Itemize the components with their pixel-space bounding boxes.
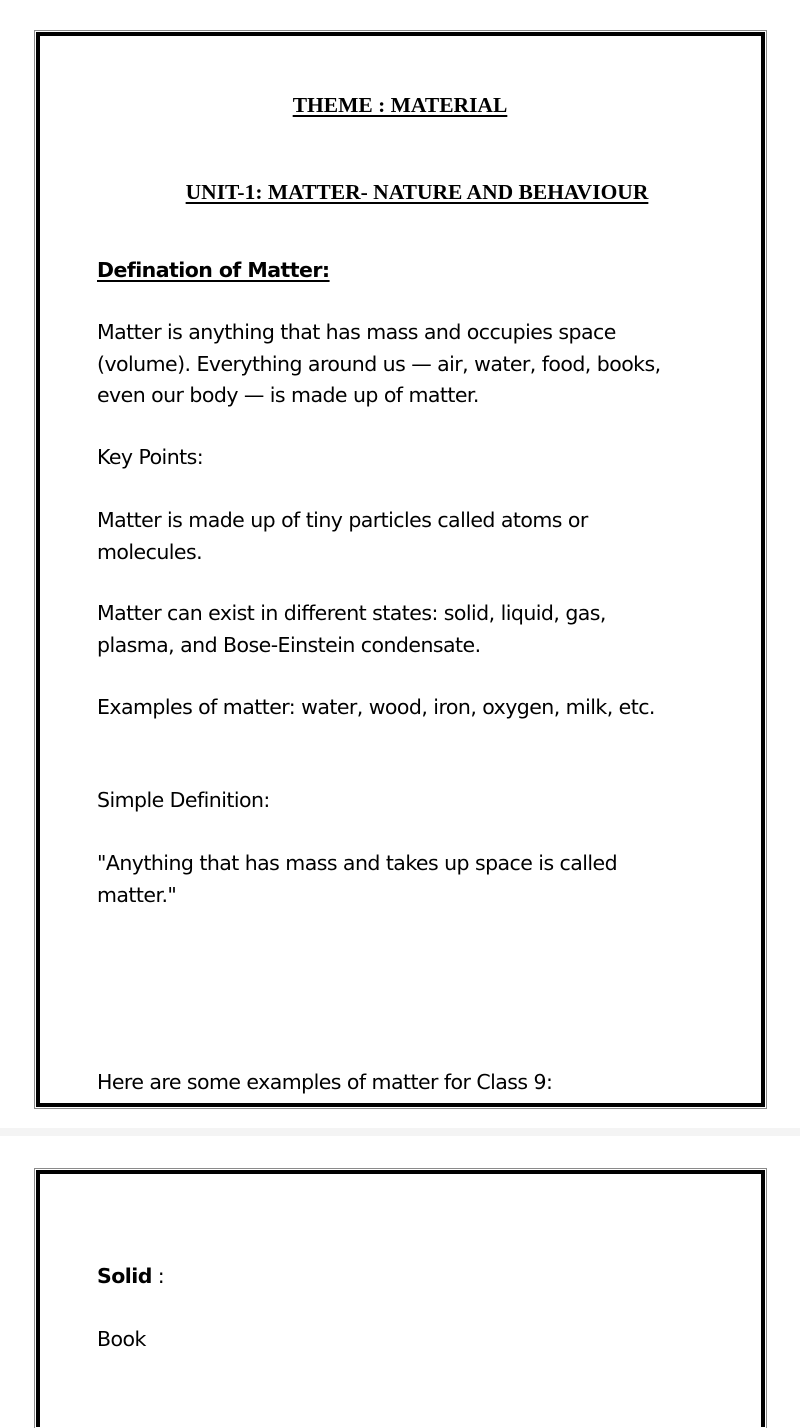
page-border-inner <box>36 1170 765 1427</box>
page-separator <box>0 1128 800 1136</box>
key-point-2 <box>97 598 717 661</box>
text-line: Matter can exist in different states: solid, liquid, gas, <box>97 601 606 625</box>
text-line: even our body — is made up of matter. <box>97 383 479 407</box>
definition-heading: Defination of Matter: <box>97 258 330 282</box>
text-line: matter." <box>97 882 177 907</box>
text-line: Matter is made up of tiny particles called atoms or <box>97 508 588 532</box>
key-point-3 <box>97 692 717 724</box>
text-line: Matter is anything that has mass and occupies space <box>97 320 616 344</box>
text-line: Examples of matter: water, wood, iron, oxygen, milk, etc. <box>97 695 655 719</box>
key-points-label: Key Points: <box>97 445 204 469</box>
key-point-1 <box>97 505 717 568</box>
document-page-2 <box>0 1136 800 1351</box>
text-line: "Anything that has mass and takes up space is called <box>97 851 618 875</box>
solid-colon: : <box>151 1264 165 1288</box>
unit-title: UNIT-1: MATTER- NATURE AND BEHAVIOUR <box>185 180 649 204</box>
simple-definition-label: Simple Definition: <box>97 788 270 812</box>
solid-label: Solid <box>97 1264 152 1288</box>
solid-example-1: Book <box>97 1327 146 1351</box>
text-line: molecules. <box>97 539 203 564</box>
examples-intro: Here are some examples of matter for Class 9: <box>97 1070 553 1094</box>
text-line: plasma, and Bose-Einstein condensate. <box>97 632 481 657</box>
definition-paragraph <box>97 317 717 412</box>
page-border-frame <box>34 1168 767 1428</box>
solid-heading <box>97 1261 717 1293</box>
text-line: (volume). Everything around us — air, water, food, books, <box>97 351 661 376</box>
simple-definition-quote <box>97 848 717 911</box>
theme-title: THEME : MATERIAL <box>292 93 508 117</box>
